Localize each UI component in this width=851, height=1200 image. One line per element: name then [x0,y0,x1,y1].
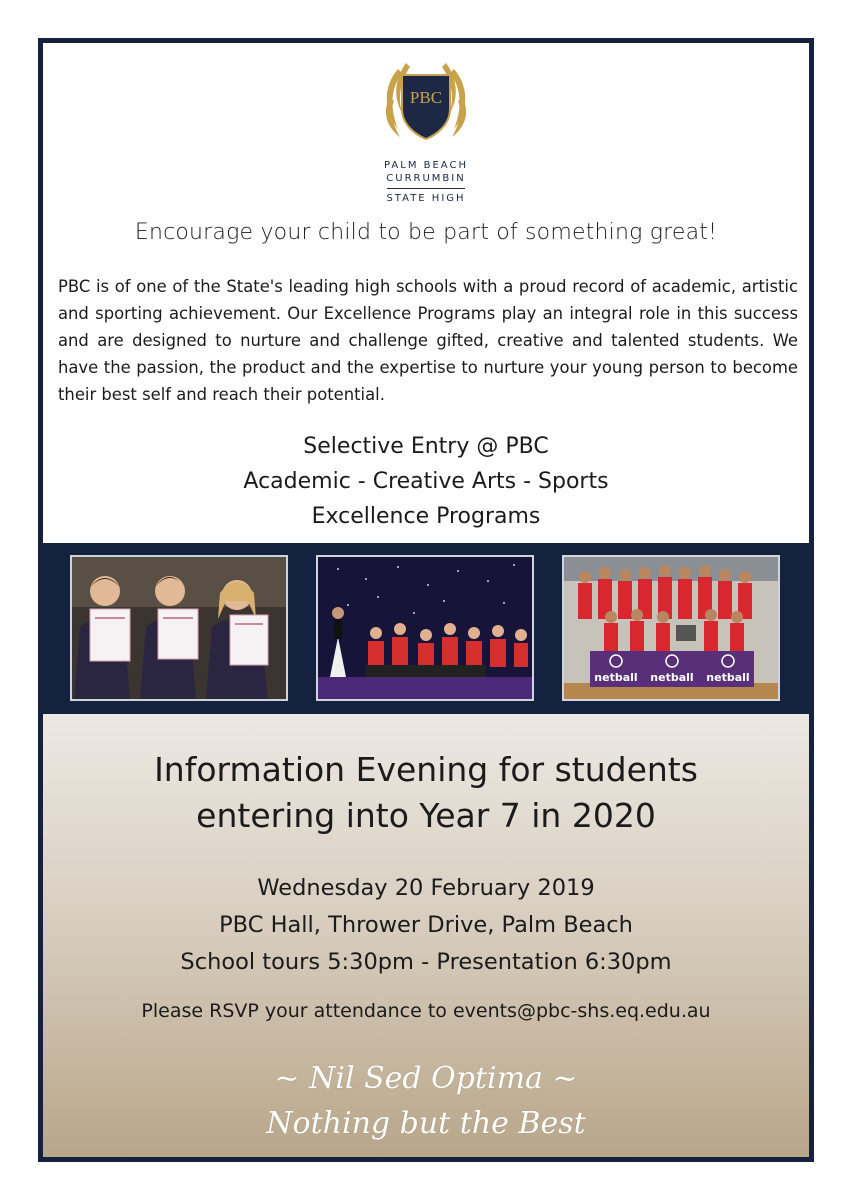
netball-team-photo [562,555,780,701]
programs-line2: Academic - Creative Arts - Sports [243,469,609,494]
event-title [43,747,809,839]
event-date: Wednesday 20 February 2019 [257,875,595,901]
event-panel [43,714,809,1157]
intro-panel [43,43,809,543]
netball-banner-text-2: netball [650,671,694,684]
motto-english: Nothing but the Best [266,1106,586,1141]
orchestra-performance-photo [316,555,534,701]
students-certificates-photo [70,555,288,701]
motto-latin: ~ Nil Sed Optima ~ [274,1061,578,1096]
school-name-line3: STATE HIGH [386,193,466,204]
event-times: School tours 5:30pm - Presentation 6:30pm [180,949,672,975]
intro-paragraph: PBC is of one of the State's leading high schools with a proud record of academic, artistic and sporting achievement. Our Excellence Programs play an integral role in this success and are designed to nurture and challenge gifted, creative and talented students. We have the passion, the product and the expertise to nurture your young person to become their best self and reach their potential. [58,277,798,404]
tagline: Encourage your child to be part of something great! [134,220,718,245]
rsvp-text: Please RSVP your attendance to events@pbc-shs.eq.edu.au [141,1000,711,1022]
event-title-line2: entering into Year 7 in 2020 [196,796,656,835]
school-name-line1: PALM BEACH [384,160,468,171]
school-name-line2: CURRUMBIN [386,173,466,184]
event-title-line1: Information Evening for students [154,750,698,789]
school-name-block [326,159,526,205]
event-details [43,870,809,981]
school-motto [43,1056,809,1146]
programs-block [43,429,809,534]
logo-divider [387,188,465,189]
poster-frame [38,38,814,1162]
programs-line1: Selective Entry @ PBC [303,434,549,459]
event-location: PBC Hall, Thrower Drive, Palm Beach [219,912,633,938]
pbc-crest-logo [376,57,476,147]
programs-line3: Excellence Programs [311,504,541,529]
netball-banner-text-3: netball [706,671,750,684]
netball-banner-text-1: netball [594,671,638,684]
crest-text: PBC [409,88,443,107]
